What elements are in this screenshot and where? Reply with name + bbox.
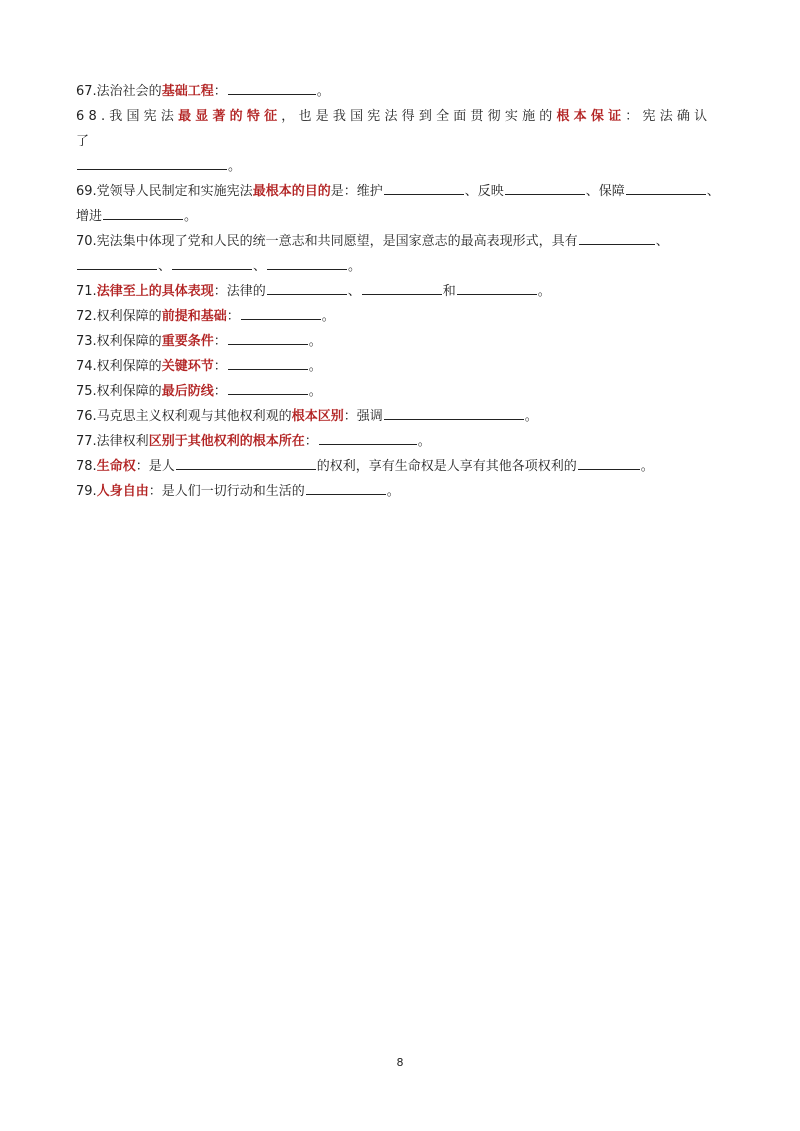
answer-blank[interactable] [319, 431, 417, 445]
q74-highlight: 关键环节 [161, 359, 214, 374]
q75-highlight: 最后防线 [161, 384, 214, 399]
q68-highlight-2: 根本保证 [556, 109, 626, 124]
answer-blank[interactable] [306, 481, 386, 495]
answer-blank[interactable] [241, 306, 321, 320]
q75-end: 。 [308, 384, 322, 399]
q67-colon: ： [213, 84, 227, 99]
answer-blank[interactable] [384, 181, 464, 195]
answer-blank[interactable] [228, 381, 308, 395]
q74-text: 74.权利保障的 [76, 359, 162, 374]
q79-number: 79. [76, 484, 97, 499]
q73-colon: ： [213, 334, 227, 349]
q68-text-2: ，也是我国宪法得到全面贯彻实施的 [281, 109, 557, 124]
answer-blank[interactable] [362, 281, 442, 295]
answer-blank[interactable] [103, 206, 183, 220]
q79-highlight: 人身自由 [96, 484, 149, 499]
question-70 [76, 229, 728, 279]
q69-end: 。 [184, 209, 198, 224]
q69-sep-1: 、反映 [464, 184, 504, 199]
q70-sep-1: 、 [655, 234, 669, 249]
q72-text: 72.权利保障的 [76, 309, 162, 324]
q69-text: 69.党领导人民制定和实施宪法 [76, 184, 253, 199]
q74-end: 。 [308, 359, 322, 374]
answer-blank[interactable] [384, 406, 524, 420]
page-number: 8 [396, 1056, 404, 1069]
q69-text-2: 是：维护 [330, 184, 383, 199]
q69-highlight: 最根本的目的 [252, 184, 331, 199]
q75-text: 75.权利保障的 [76, 384, 162, 399]
question-72 [76, 304, 728, 329]
q78-end: 。 [640, 459, 654, 474]
answer-blank[interactable] [77, 256, 157, 270]
q76-text: 76.马克思主义权利观与其他权利观的 [76, 409, 292, 424]
q70-sep-3: 、 [253, 259, 267, 274]
q70-text: 70.宪法集中体现了党和人民的统一意志和共同愿望，是国家意志的最高表现形式，具有 [76, 234, 578, 249]
q67-text: 67.法治社会的 [76, 84, 162, 99]
answer-blank[interactable] [228, 81, 316, 95]
q77-text: 77.法律权利 [76, 434, 149, 449]
q71-sep-1: 、 [347, 284, 361, 299]
q73-end: 。 [308, 334, 322, 349]
answer-blank[interactable] [267, 281, 347, 295]
q76-text-2: ：强调 [343, 409, 383, 424]
q67-highlight: 基础工程 [161, 84, 214, 99]
q76-end: 。 [524, 409, 538, 424]
answer-blank[interactable] [228, 331, 308, 345]
answer-blank[interactable] [228, 356, 308, 370]
q74-colon: ： [213, 359, 227, 374]
answer-blank[interactable] [77, 156, 227, 170]
question-71 [76, 279, 728, 304]
answer-blank[interactable] [626, 181, 706, 195]
q71-text: ：法律的 [213, 284, 266, 299]
answer-blank[interactable] [176, 456, 316, 470]
answer-blank[interactable] [579, 231, 655, 245]
q79-end: 。 [386, 484, 400, 499]
question-67 [76, 79, 728, 104]
question-74 [76, 354, 728, 379]
question-68 [76, 104, 728, 179]
q78-number: 78. [76, 459, 97, 474]
q68-end: 。 [228, 159, 242, 174]
question-78 [76, 454, 728, 479]
q72-end: 。 [321, 309, 335, 324]
q77-colon: ： [304, 434, 318, 449]
question-77 [76, 429, 728, 454]
q68-highlight-1: 最显著的特征 [178, 109, 282, 124]
answer-blank[interactable] [172, 256, 252, 270]
q77-end: 。 [417, 434, 431, 449]
q71-highlight: 法律至上的具体表现 [96, 284, 214, 299]
q69-text-3: 增进 [76, 209, 103, 224]
q72-colon: ： [226, 309, 240, 324]
q69-sep-2: 、保障 [585, 184, 625, 199]
question-73 [76, 329, 728, 354]
q73-highlight: 重要条件 [161, 334, 214, 349]
question-76 [76, 404, 728, 429]
q68-text-3: ：宪法确认了 [76, 109, 712, 149]
question-69 [76, 179, 728, 229]
q71-number: 71. [76, 284, 97, 299]
answer-blank[interactable] [267, 256, 347, 270]
q76-highlight: 根本区别 [291, 409, 344, 424]
q78-text: ：是人 [135, 459, 175, 474]
q68-text: 68.我国宪法 [76, 109, 179, 124]
q73-text: 73.权利保障的 [76, 334, 162, 349]
q75-colon: ： [213, 384, 227, 399]
q69-sep-3: 、 [706, 184, 720, 199]
page-content [76, 79, 728, 504]
q72-highlight: 前提和基础 [161, 309, 227, 324]
answer-blank[interactable] [505, 181, 585, 195]
q78-text-2: 的权利，享有生命权是人享有其他各项权利的 [316, 459, 577, 474]
q70-sep-2: 、 [158, 259, 172, 274]
q67-end: 。 [316, 84, 330, 99]
question-75 [76, 379, 728, 404]
q71-sep-2: 和 [442, 284, 456, 299]
answer-blank[interactable] [457, 281, 537, 295]
q79-text: ：是人们一切行动和生活的 [148, 484, 305, 499]
question-79 [76, 479, 728, 504]
q78-highlight: 生命权 [96, 459, 136, 474]
answer-blank[interactable] [578, 456, 640, 470]
q70-end: 。 [348, 259, 362, 274]
q71-end: 。 [537, 284, 551, 299]
q77-highlight: 区别于其他权利的根本所在 [148, 434, 305, 449]
